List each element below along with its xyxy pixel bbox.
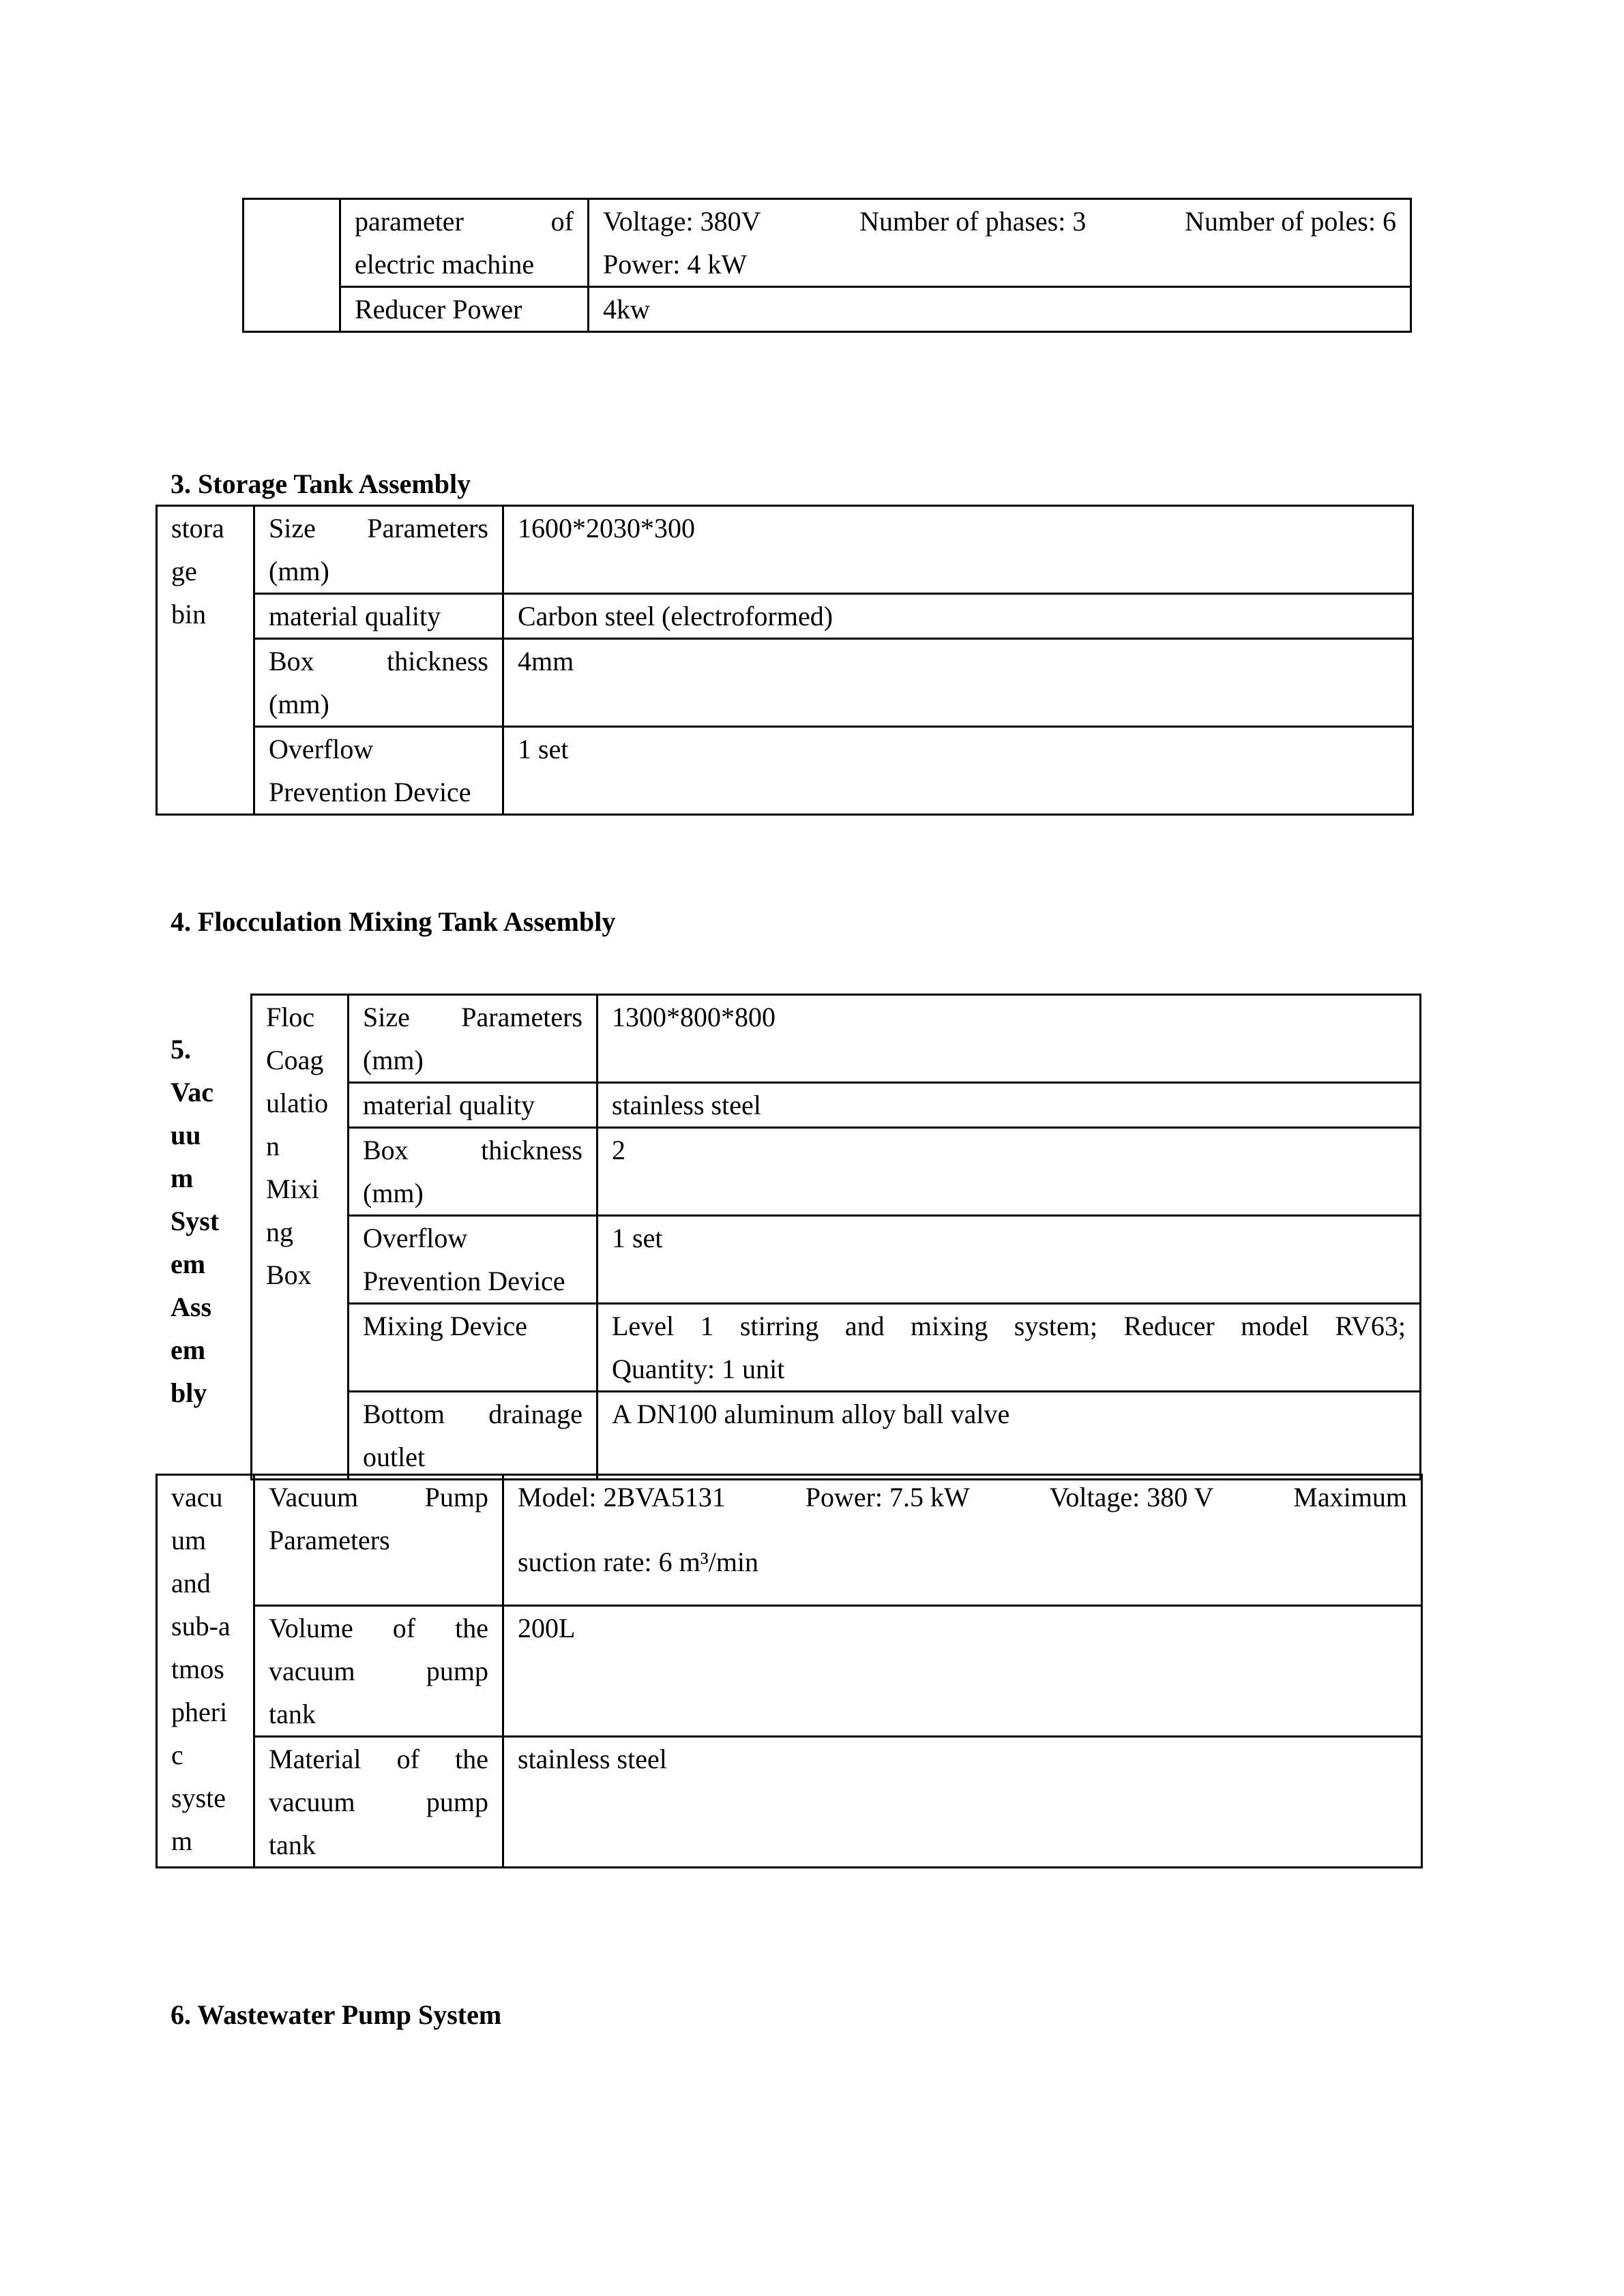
motor-voltage: Voltage: 380V	[603, 206, 761, 237]
floc-material-label: material quality	[349, 1083, 597, 1128]
bottom-drainage-value: A DN100 aluminum alloy ball valve	[597, 1392, 1421, 1480]
floc-overflow-label: Overflow Prevention Device	[349, 1216, 597, 1304]
vacuum-voltage: Voltage: 380 V	[1049, 1482, 1214, 1512]
reducer-power-value: 4kw	[589, 287, 1411, 332]
floc-thickness-value: 2	[597, 1128, 1421, 1216]
motor-phases: Number of phases: 3	[859, 206, 1087, 237]
vacuum-power: Power: 7.5 kW	[805, 1482, 970, 1512]
vacuum-system-table	[156, 1474, 1423, 1868]
reducer-power-label: Reducer Power	[340, 287, 589, 332]
section4-heading: 4. Flocculation Mixing Tank Assembly	[171, 906, 616, 937]
floc-overflow-value: 1 set	[597, 1216, 1421, 1304]
table1-empty-cell	[243, 199, 340, 332]
vacuum-system-label: vacu um and sub-a tmos pheri c syste m	[157, 1475, 254, 1868]
size-parameters-value: 1600*2030*300	[503, 506, 1413, 594]
box-thickness-value: 4mm	[503, 639, 1413, 727]
section3-heading: 3. Storage Tank Assembly	[171, 468, 471, 499]
floc-size-value: 1300*800*800	[597, 995, 1421, 1083]
floc-material-value: stainless steel	[597, 1083, 1421, 1128]
size-parameters-label: Size Parameters (mm)	[254, 506, 503, 594]
vacuum-tank-material-value: stainless steel	[503, 1737, 1422, 1868]
vacuum-pump-params-label: Vacuum Pump Parameters	[254, 1475, 503, 1606]
overflow-device-value: 1 set	[503, 727, 1413, 815]
vacuum-tank-volume-label: Volume of the vacuum pump tank	[254, 1606, 503, 1737]
floc-box-label: Floc Coag ulatio n Mixi ng Box	[252, 995, 349, 1480]
storage-tank-table	[156, 505, 1414, 816]
vacuum-model: Model: 2BVA5131	[518, 1482, 726, 1512]
floc-thickness-label: Box thickness (mm)	[349, 1128, 597, 1216]
box-thickness-label: Box thickness (mm)	[254, 639, 503, 727]
flocculation-mixing-table	[250, 994, 1421, 1480]
overflow-device-label: Overflow Prevention Device	[254, 727, 503, 815]
section6-heading: 6. Wastewater Pump System	[171, 1999, 502, 2030]
mixing-device-label: Mixing Device	[349, 1304, 597, 1392]
mixing-device-value: Level 1 stirring and mixing system; Reducer model RV63; Quantity: 1 unit	[597, 1304, 1421, 1392]
material-quality-label: material quality	[254, 594, 503, 639]
motor-param-label-line2: electric machine	[355, 249, 535, 280]
vacuum-pump-params-value	[503, 1475, 1422, 1606]
motor-poles: Number of poles: 6	[1185, 206, 1396, 237]
motor-param-label-line1: parameter of	[355, 206, 574, 237]
vacuum-suction-rate: suction rate: 6 m³/min	[518, 1547, 759, 1577]
material-quality-value: Carbon steel (electroformed)	[503, 594, 1413, 639]
storage-bin-label: stora ge bin	[157, 506, 254, 815]
bottom-drainage-label: Bottom drainage outlet	[349, 1392, 597, 1480]
vacuum-tank-material-label: Material of the vacuum pump tank	[254, 1737, 503, 1868]
motor-power: Power: 4 kW	[603, 249, 748, 280]
vacuum-maximum: Maximum	[1293, 1482, 1407, 1512]
vacuum-tank-volume-value: 200L	[503, 1606, 1422, 1737]
motor-parameter-table	[242, 198, 1412, 333]
floc-size-label: Size Parameters (mm)	[349, 995, 597, 1083]
section5-label: 5. Vac uu m Syst em Ass em bly	[171, 1034, 220, 1408]
